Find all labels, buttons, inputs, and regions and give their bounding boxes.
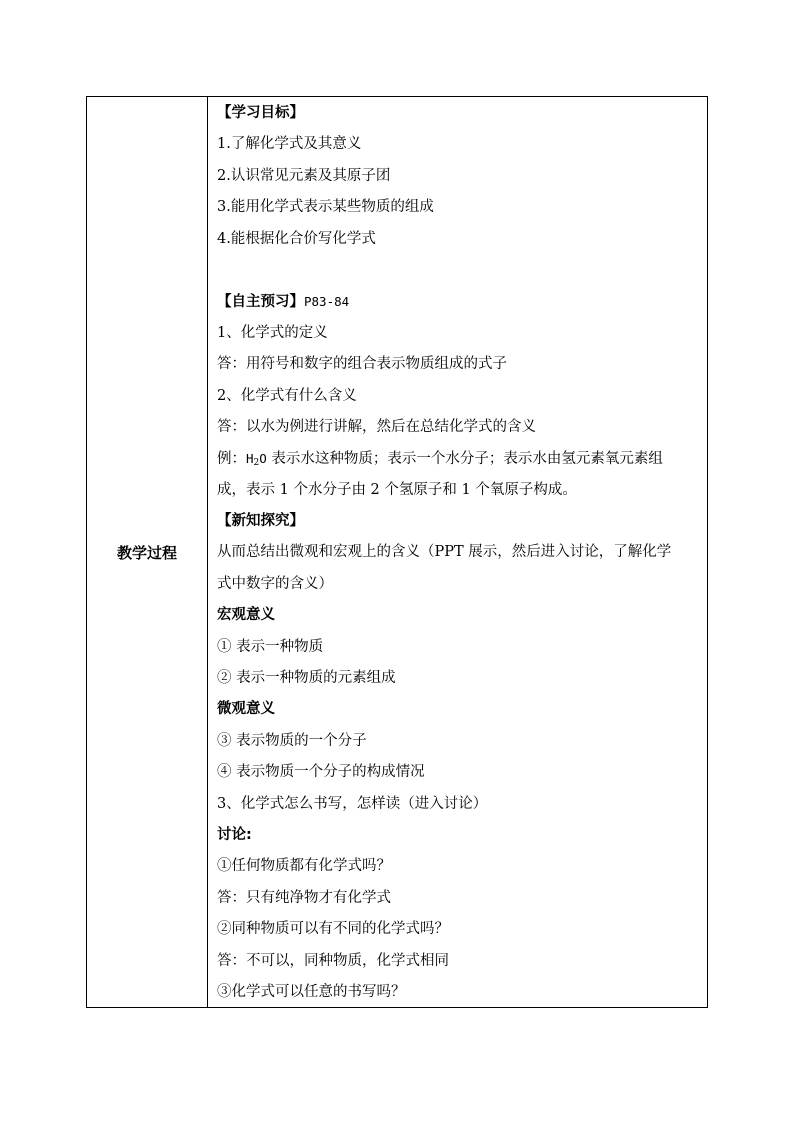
left-label: 教学过程 bbox=[116, 543, 177, 562]
line-text: 微观意义 bbox=[217, 701, 275, 718]
line-q3 bbox=[217, 789, 707, 820]
line-text: 式中数字的含义） bbox=[217, 575, 333, 592]
page-range: P83-84 bbox=[304, 294, 350, 310]
line-goal-3 bbox=[217, 192, 707, 223]
line-micro-2 bbox=[217, 757, 707, 788]
line-text: ③化学式可以任意的书写吗？ bbox=[217, 983, 406, 1000]
line-text: ④ 表示物质一个分子的构成情况 bbox=[217, 764, 425, 781]
line-a2 bbox=[217, 412, 707, 443]
line-d2 bbox=[217, 914, 707, 945]
line-text: 1.了解化学式及其意义 bbox=[217, 136, 362, 153]
line-goal-2 bbox=[217, 161, 707, 192]
line-macro-heading bbox=[217, 600, 707, 631]
lesson-table bbox=[86, 96, 708, 1008]
line-explore-1 bbox=[217, 537, 707, 568]
line-explore-2 bbox=[217, 569, 707, 600]
line-explore-heading bbox=[217, 506, 707, 537]
formula-o: O bbox=[259, 451, 267, 467]
line-text: ①任何物质都有化学式吗？ bbox=[217, 858, 391, 875]
line-text: 1、化学式的定义 bbox=[217, 324, 328, 341]
line-d2-answer bbox=[217, 946, 707, 977]
line-example-1 bbox=[217, 443, 707, 474]
left-label-cell bbox=[87, 97, 208, 1007]
line-a1 bbox=[217, 349, 707, 380]
line-goal-1 bbox=[217, 129, 707, 160]
line-macro-2 bbox=[217, 663, 707, 694]
content-cell bbox=[208, 97, 707, 1007]
formula-subscript: 2 bbox=[253, 458, 260, 469]
example-prefix: 例： bbox=[217, 451, 246, 468]
formula-h: H bbox=[246, 451, 254, 467]
line-text: ② 表示一种物质的元素组成 bbox=[217, 670, 396, 687]
line-q1 bbox=[217, 318, 707, 349]
line-text: 4.能根据化合价写化学式 bbox=[217, 230, 376, 247]
line-text: 3.能用化学式表示某些物质的组成 bbox=[217, 199, 434, 216]
line-text: 2.认识常见元素及其原子团 bbox=[217, 167, 391, 184]
line-goal-heading bbox=[217, 98, 707, 129]
line-goal-4 bbox=[217, 224, 707, 255]
line-text: 答：用符号和数字的组合表示物质组成的式子 bbox=[217, 356, 507, 373]
line-q2 bbox=[217, 381, 707, 412]
line-micro-1 bbox=[217, 726, 707, 757]
line-d1-answer bbox=[217, 883, 707, 914]
line-text: ① 表示一种物质 bbox=[217, 638, 324, 655]
line-text: 【学习目标】 bbox=[217, 105, 304, 121]
line-text: 答：不可以，同种物质，化学式相同 bbox=[217, 952, 449, 969]
line-d3 bbox=[217, 977, 707, 1008]
example-rest: 表示水这种物质；表示一个水分子；表示水由氢元素氧元素组 bbox=[266, 451, 663, 468]
line-preview-heading bbox=[217, 286, 707, 317]
line-text: 宏观意义 bbox=[217, 607, 275, 624]
line-text: 答：只有纯净物才有化学式 bbox=[217, 889, 391, 906]
line-text: 答：以水为例进行讲解，然后在总结化学式的含义 bbox=[217, 418, 536, 435]
line-micro-heading bbox=[217, 694, 707, 725]
line-text: ②同种物质可以有不同的化学式吗？ bbox=[217, 921, 449, 938]
line-text: 讨论: bbox=[217, 826, 252, 843]
line-text: 【新知探究】 bbox=[217, 513, 304, 530]
line-blank-1 bbox=[217, 255, 707, 286]
line-d1 bbox=[217, 851, 707, 882]
line-text: 从而总结出微观和宏观上的含义（PPT 展示，然后进入讨论，了解化学 bbox=[217, 544, 672, 561]
line-example-2 bbox=[217, 475, 707, 506]
line-text: 2、化学式有什么含义 bbox=[217, 387, 357, 404]
line-discuss-heading bbox=[217, 820, 707, 851]
line-macro-1 bbox=[217, 632, 707, 663]
line-text: ③ 表示物质的一个分子 bbox=[217, 732, 367, 749]
line-text: 【自主预习】 bbox=[217, 294, 304, 311]
line-text: 3、化学式怎么书写，怎样读（进入讨论） bbox=[217, 795, 488, 812]
line-text: 成，表示 1 个水分子由 2 个氢原子和 1 个氧原子构成。 bbox=[217, 481, 577, 498]
